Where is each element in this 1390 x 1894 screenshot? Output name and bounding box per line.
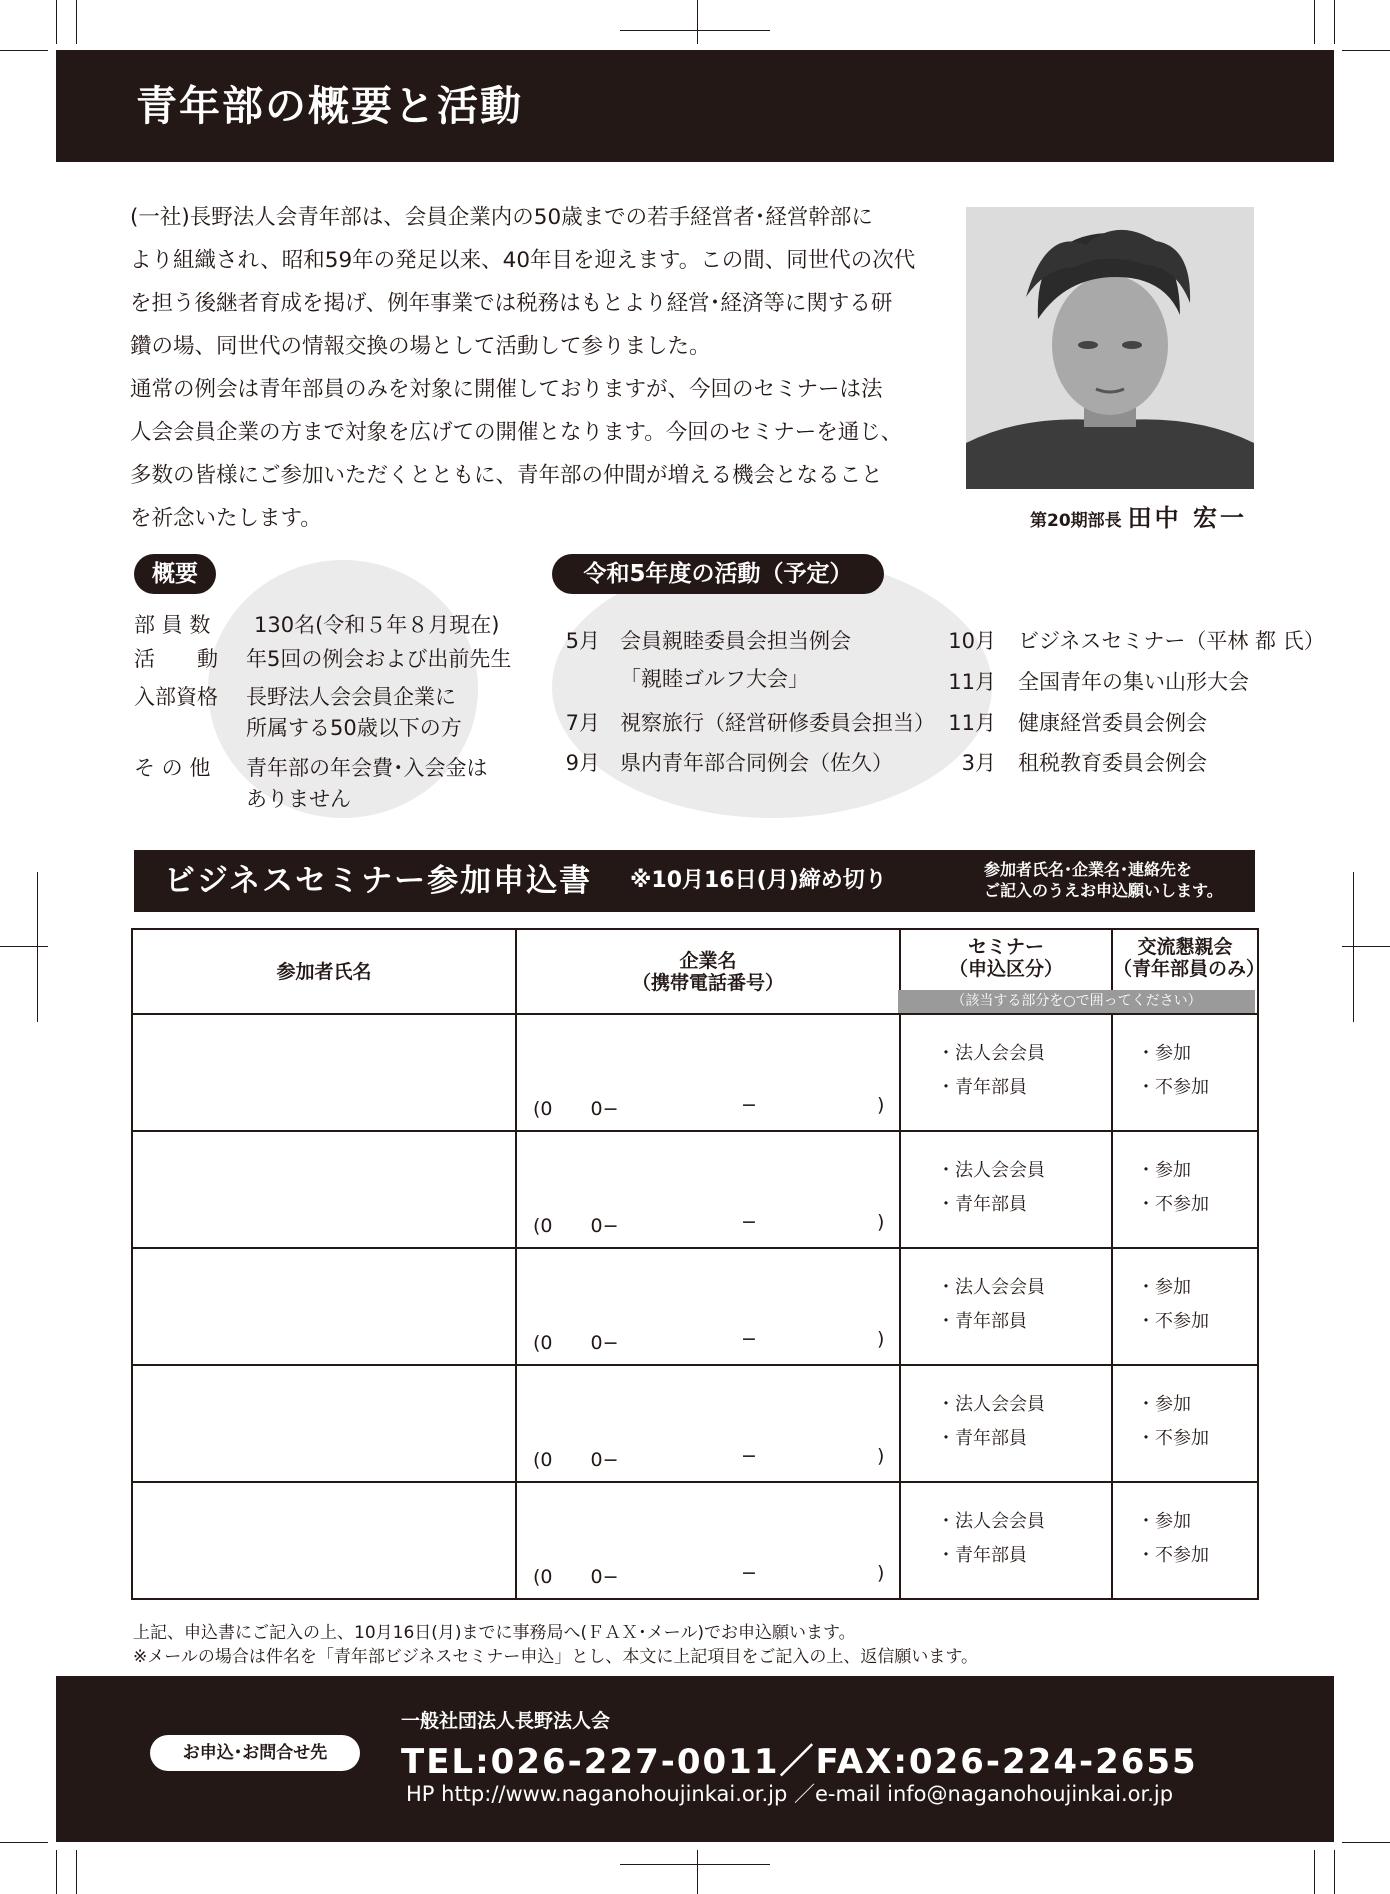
seminar-option[interactable]: ・法人会会員 (937, 1160, 1045, 1181)
phone-template-part: ) (877, 1562, 885, 1584)
seminar-category-field[interactable] (900, 1248, 1112, 1365)
activity-month: 11月 (948, 711, 996, 735)
crop-mark (1342, 50, 1390, 51)
overview-label: 部 員 数 (134, 613, 211, 637)
party-attendance-field[interactable] (1112, 1365, 1258, 1482)
activity-month: 11月 (948, 670, 996, 694)
company-phone-field[interactable] (516, 1365, 900, 1482)
phone-template-part: ) (877, 1328, 885, 1350)
crop-mark (56, 0, 57, 44)
overview-label: 入部資格 (134, 685, 218, 709)
form-title-bar (134, 850, 1255, 912)
phone-template-part: − (741, 1562, 757, 1584)
activity-month: 7月 (565, 711, 600, 735)
party-option[interactable]: ・不参加 (1137, 1428, 1209, 1449)
overview-value-block (246, 753, 488, 815)
activity-text: 県内青年部合同例会（佐久） (620, 751, 893, 775)
header-participant-name (132, 929, 516, 1014)
header-company-label: 企業名 (679, 949, 737, 972)
portrait-caption (1030, 498, 1247, 533)
party-options (1137, 1388, 1209, 1456)
form-title: ビジネスセミナー参加申込書 (164, 863, 593, 899)
party-options (1137, 1271, 1209, 1339)
form-instruction-line: ご記入のうえお申込願いします。 (984, 881, 1223, 900)
table-row (132, 1482, 1258, 1599)
table-row (132, 1014, 1258, 1131)
table-row (132, 1365, 1258, 1482)
party-option[interactable]: ・参加 (1137, 1511, 1191, 1532)
seminar-option[interactable]: ・法人会会員 (937, 1511, 1045, 1532)
party-option[interactable]: ・不参加 (1137, 1311, 1209, 1332)
overview-value: 長野法人会会員企業に (246, 685, 456, 709)
activity-item (538, 664, 809, 694)
intro-line: (一社)長野法人会青年部は、会員企業内の50歳までの若手経営者･経営幹部に (130, 205, 873, 230)
participant-name-field[interactable] (132, 1482, 516, 1599)
header-seminar-label: セミナー (967, 936, 1044, 958)
overview-value: 130名(令和５年８月現在) (254, 613, 500, 637)
overview-value-block (246, 682, 462, 744)
activity-text: 租税教育委員会例会 (1018, 751, 1207, 775)
activity-text: 「親睦ゴルフ大会」 (620, 667, 809, 691)
crop-mark (1314, 1850, 1315, 1894)
participant-name-field[interactable] (132, 1248, 516, 1365)
web-email[interactable]: HP http://www.naganohoujinkai.or.jp ／e-mail info@naganohoujinkai.or.jp (406, 1782, 1174, 1806)
table-row (132, 1131, 1258, 1248)
overview-label: そ の 他 (134, 756, 211, 780)
party-option[interactable]: ・不参加 (1137, 1077, 1209, 1098)
party-attendance-field[interactable] (1112, 1014, 1258, 1131)
activity-text: ビジネスセミナー（平林 都 氏） (1018, 629, 1325, 653)
overview-value: 年5回の例会および出前先生 (246, 647, 512, 671)
form-instruction (984, 859, 1223, 901)
crop-mark (1342, 1842, 1390, 1843)
phone-template-part: − (741, 1445, 757, 1467)
intro-line: 通常の例会は青年部員のみを対象に開催しておりますが、今回のセミナーは法 (130, 377, 883, 402)
seminar-options (937, 1388, 1045, 1456)
crop-mark (0, 50, 48, 51)
email-note: ※メールの場合は件名を「青年部ビジネスセミナー申込」とし、本文に上記項目をご記入の上、返信願います。 (133, 1647, 979, 1667)
crop-mark (620, 30, 770, 31)
overview-value-cont: ありません (246, 787, 351, 811)
phone-template (517, 1328, 899, 1352)
phone-template-part: − (741, 1094, 757, 1116)
company-phone-field[interactable] (516, 1248, 900, 1365)
intro-line: を担う後継者育成を掲げ、例年事業では税務はもとより経営･経済等に関する研 (130, 291, 893, 316)
tel-fax[interactable]: TEL:026-227-0011／FAX:026-224-2655 (401, 1742, 1198, 1782)
phone-template-part: ) (877, 1094, 885, 1116)
phone-template (517, 1094, 899, 1118)
activity-item (538, 748, 893, 778)
party-option[interactable]: ・不参加 (1137, 1545, 1209, 1566)
party-attendance-field[interactable] (1112, 1248, 1258, 1365)
portrait-role: 第20期部長 (1030, 511, 1122, 531)
party-option[interactable]: ・参加 (1137, 1043, 1191, 1064)
crop-mark (76, 1850, 77, 1894)
party-options (1137, 1154, 1209, 1222)
phone-template (517, 1445, 899, 1469)
header-party-label: 交流懇親会 (1137, 936, 1233, 958)
phone-template (517, 1211, 899, 1235)
seminar-option[interactable]: ・法人会会員 (937, 1277, 1045, 1298)
header-party-sub: （青年部員のみ） (1113, 958, 1266, 980)
overview-row (134, 610, 499, 641)
crop-mark (37, 872, 38, 1022)
activity-item (944, 748, 1207, 778)
header-company (516, 929, 900, 1014)
seminar-options (937, 1271, 1045, 1339)
intro-line: より組織され、昭和59年の発足以来、40年目を迎えます。この間、同世代の次代 (130, 248, 916, 273)
activity-text: 健康経営委員会例会 (1018, 711, 1207, 735)
seminar-category-field[interactable] (900, 1482, 1112, 1599)
party-attendance-field[interactable] (1112, 1131, 1258, 1248)
crop-mark (76, 0, 77, 44)
participant-name-field[interactable] (132, 1131, 516, 1248)
activity-item (944, 667, 1249, 697)
crop-mark (1314, 0, 1315, 44)
party-options (1137, 1037, 1209, 1105)
header-company-sub: （携帯電話番号） (631, 971, 784, 994)
seminar-category-field[interactable] (900, 1131, 1112, 1248)
overview-label: 活 動 (134, 647, 218, 671)
activity-month: 10月 (948, 629, 996, 653)
activities-heading: 令和5年度の活動（予定） (552, 554, 884, 594)
overview-row (134, 682, 462, 744)
crop-mark (620, 1864, 770, 1865)
phone-template-part: (0 0− (533, 1098, 619, 1120)
intro-line: 人会会員企業の方まで対象を広げての開催となります。今回のセミナーを通じ、 (130, 420, 903, 445)
crop-mark (697, 1850, 698, 1894)
phone-template-part: (0 0− (533, 1566, 619, 1588)
seminar-option[interactable]: ・法人会会員 (937, 1394, 1045, 1415)
seminar-options (937, 1505, 1045, 1573)
phone-template-part: − (741, 1211, 757, 1233)
header-seminar-sub: （申込区分） (948, 958, 1063, 980)
crop-mark (1334, 1850, 1335, 1894)
seminar-option[interactable]: ・青年部員 (937, 1545, 1027, 1566)
phone-template-part: ) (877, 1445, 885, 1467)
activity-month: 9月 (565, 751, 600, 775)
activity-month: 5月 (565, 629, 600, 653)
application-form-table (131, 928, 1266, 1600)
crop-mark (0, 946, 48, 947)
seminar-option[interactable]: ・青年部員 (937, 1194, 1027, 1215)
phone-template (517, 1562, 899, 1586)
overview-heading: 概要 (134, 554, 216, 594)
activity-item (538, 708, 935, 738)
activity-text: 視察旅行（経営研修委員会担当） (620, 711, 935, 735)
activity-item (944, 626, 1325, 656)
overview-row (134, 644, 511, 675)
form-deadline: ※10月16日(月)締め切り (630, 868, 887, 893)
phone-template-part: (0 0− (533, 1215, 619, 1237)
party-option[interactable]: ・参加 (1137, 1277, 1191, 1298)
party-option[interactable]: ・参加 (1137, 1160, 1191, 1181)
activity-text: 全国青年の集い山形大会 (1018, 670, 1249, 694)
seminar-options (937, 1154, 1045, 1222)
company-phone-field[interactable] (516, 1131, 900, 1248)
seminar-category-field[interactable] (900, 1365, 1112, 1482)
intro-line: 多数の皆様にご参加いただくとともに、青年部の仲間が増える機会となること (130, 463, 883, 488)
form-instruction-line: 参加者氏名･企業名･連絡先を (984, 860, 1193, 879)
header-band (56, 50, 1334, 162)
activity-month: 3月 (961, 751, 996, 775)
intro-line: を祈念いたします。 (130, 506, 322, 531)
party-options (1137, 1505, 1209, 1573)
participant-name-field[interactable] (132, 1014, 516, 1131)
contact-label: お申込･お問合せ先 (150, 1735, 360, 1771)
seminar-option[interactable]: ・法人会会員 (937, 1043, 1045, 1064)
overview-row (134, 753, 488, 815)
seminar-option[interactable]: ・青年部員 (937, 1311, 1027, 1332)
party-option[interactable]: ・参加 (1137, 1394, 1191, 1415)
submission-note: 上記、申込書にご記入の上、10月16日(月)までに事務局へ(ＦＡＸ･メール)でお申込願います。 (133, 1623, 856, 1643)
organization-name: 一般社団法人長野法人会 (401, 1710, 611, 1732)
seminar-option[interactable]: ・青年部員 (937, 1428, 1027, 1449)
contact-footer (56, 1676, 1334, 1842)
crop-mark (697, 0, 698, 44)
phone-template-part: (0 0− (533, 1332, 619, 1354)
seminar-category-field[interactable] (900, 1014, 1112, 1131)
overview-value: 青年部の年会費･入会金は (246, 756, 488, 780)
page-title: 青年部の概要と活動 (136, 82, 523, 130)
phone-template-part: ) (877, 1211, 885, 1233)
activity-item (944, 708, 1207, 738)
circle-instruction-bar: （該当する部分を○で囲ってください） (898, 990, 1255, 1013)
activity-item (538, 626, 851, 656)
intro-text (130, 196, 930, 540)
company-phone-field[interactable] (516, 1014, 900, 1131)
company-phone-field[interactable] (516, 1482, 900, 1599)
participant-name-field[interactable] (132, 1365, 516, 1482)
crop-mark (1353, 872, 1354, 1022)
seminar-option[interactable]: ・青年部員 (937, 1077, 1027, 1098)
overview-value-cont: 所属する50歳以下の方 (246, 716, 462, 740)
crop-mark (56, 1850, 57, 1894)
phone-template-part: (0 0− (533, 1449, 619, 1471)
activity-text: 会員親睦委員会担当例会 (620, 629, 851, 653)
table-row (132, 1248, 1258, 1365)
intro-line: 鑽の場、同世代の情報交換の場として活動して参りました。 (130, 334, 711, 359)
crop-mark (1334, 0, 1335, 44)
seminar-options (937, 1037, 1045, 1105)
portrait-photo (966, 207, 1254, 489)
crop-mark (0, 1842, 48, 1843)
party-option[interactable]: ・不参加 (1137, 1194, 1209, 1215)
header-participant-label: 参加者氏名 (276, 960, 372, 983)
crop-mark (1342, 946, 1390, 947)
phone-template-part: − (741, 1328, 757, 1350)
party-attendance-field[interactable] (1112, 1482, 1258, 1599)
portrait-name: 田中 宏一 (1127, 504, 1248, 532)
